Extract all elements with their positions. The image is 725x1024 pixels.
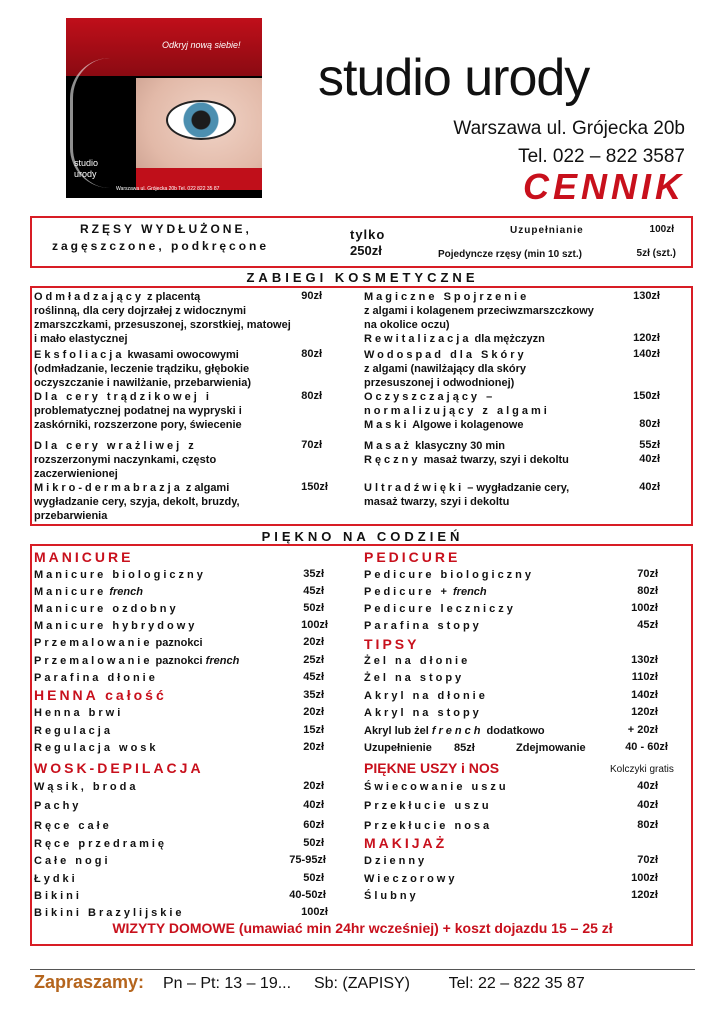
service-item: Pachy [34, 800, 82, 812]
lashes-refill: Uzupełnianie [510, 225, 584, 236]
brand-card-contact: Warszawa ul. Grójecka 20b Tel. 022 822 35 87 [116, 186, 220, 192]
henna-heading: HENNA całość [34, 687, 167, 703]
service-price: 45zł [637, 619, 658, 631]
service-item: Akryl na dłonie [364, 690, 488, 702]
tips-heading: TIPSY [364, 636, 420, 652]
treatment-item: Ultradźwięki – wygładzanie cery, masaż twarzy, szyi i dekoltu [364, 482, 570, 508]
service-item: Ręce przedramię [34, 838, 168, 850]
service-price: 35zł [303, 689, 324, 701]
service-price: 120zł [631, 889, 658, 901]
service-price: 80zł [637, 585, 658, 597]
service-item: Ślubny [364, 890, 419, 902]
service-price: 40-50zł [289, 889, 326, 901]
treatment-price: 150zł [301, 481, 328, 493]
treatment-price: 40zł [639, 481, 660, 493]
lashes-single: Pojedyncze rzęsy (min 10 szt.) [438, 249, 582, 260]
brand-card-name: studio urody [74, 158, 99, 179]
service-item: Świecowanie uszu [364, 781, 509, 793]
service-price: 100zł [631, 872, 658, 884]
service-item: Regulacja wosk [34, 742, 159, 754]
service-price: 40zł [637, 799, 658, 811]
service-item: Pedicure biologiczny [364, 569, 535, 581]
treatment-price: 130zł [633, 290, 660, 302]
service-price: 20zł [303, 780, 324, 792]
earrings-note: Kolczyki gratis [610, 764, 674, 775]
footer [34, 972, 585, 993]
treatment-item: Odmładzający z placentą [34, 291, 201, 303]
service-item: Przekłucie nosa [364, 820, 493, 832]
service-item: Regulacja [34, 725, 113, 737]
treatment-price: 55zł [639, 439, 660, 451]
service-price: 70zł [637, 568, 658, 580]
treatment-price: 150zł [633, 390, 660, 402]
treatment-price: 80zł [301, 390, 322, 402]
manicure-heading: MANICURE [34, 549, 134, 565]
treatment-desc: z algami (nawilżający dla skóry przesuszonej i odwodnionej) [364, 363, 527, 389]
treatment-item: Dla cery wrażliwej z [34, 440, 197, 452]
treatment-desc: z algami i kolagenem przeciwzmarszczkowy na okolice oczu) [364, 305, 594, 331]
treatment-desc: (odmładzanie, leczenie trądziku, głębokie oczyszczanie i nawilżanie, przebarwienia) [34, 363, 252, 389]
service-item: Henna brwi [34, 707, 124, 719]
service-item: Zdejmowanie [516, 742, 586, 754]
treatment-desc: roślinną, dla cery dojrzałej z widocznymi zmarszczkami, przesuszonej, szorstkiej, matowej i mało elastycznej [34, 305, 291, 345]
service-item: Ręce całe [34, 820, 112, 832]
service-item: Łydki [34, 873, 78, 885]
treatment-price: 40zł [639, 453, 660, 465]
service-item: Manicure french [34, 586, 143, 598]
lashes-title: RZĘSY WYDŁUŻONE, [80, 222, 252, 236]
service-price: 45zł [303, 585, 324, 597]
treatment-item: Oczyszczający – [364, 391, 496, 403]
service-item: Uzupełnienie [364, 742, 432, 754]
brand-image [66, 18, 262, 198]
address: Warszawa ul. Grójecka 20b [453, 118, 685, 139]
treatment-desc: rozszerzonymi naczynkami, często zaczerwienionej [34, 454, 217, 480]
service-item: Parafina dłonie [34, 672, 158, 684]
service-item: Żel na stopy [364, 672, 465, 684]
service-price: 120zł [631, 706, 658, 718]
service-price: + 20zł [627, 724, 658, 736]
service-item: Przemalowanie paznokci [34, 637, 203, 649]
treatment-price: 70zł [301, 439, 322, 451]
treatment-item: Wodospad dla Skóry [364, 349, 527, 361]
service-item: Przemalowanie paznokci french [34, 655, 240, 667]
service-price: 70zł [637, 854, 658, 866]
lashes-price: 250zł [350, 243, 382, 258]
lashes-only: tylko [350, 227, 386, 242]
service-item: Akryl na stopy [364, 707, 482, 719]
section-title-beauty: PIĘKNO NA CODZIEŃ [261, 529, 464, 544]
treatment-item: Magiczne Spojrzenie [364, 291, 530, 303]
ears-nose-heading: PIĘKNE USZY i NOS [364, 760, 500, 776]
service-price: 60zł [303, 819, 324, 831]
service-item: Dzienny [364, 855, 428, 867]
service-price: 50zł [303, 872, 324, 884]
treatment-price: 80zł [639, 418, 660, 430]
treatment-item: Eksfoliacja kwasami owocowymi [34, 349, 239, 361]
service-price: 20zł [303, 706, 324, 718]
pedicure-heading: PEDICURE [364, 549, 461, 565]
service-item: Wieczorowy [364, 873, 458, 885]
service-price: 100zł [631, 602, 658, 614]
service-item: Manicure biologiczny [34, 569, 206, 581]
treatment-desc: wygładzanie cery, szyja, dekolt, bruzdy, przebarwienia [34, 496, 240, 522]
service-price: 50zł [303, 602, 324, 614]
lashes-refill-price: 100zł [649, 224, 674, 235]
service-item: Wąsik, broda [34, 781, 139, 793]
service-price: 40 - 60zł [625, 741, 668, 753]
service-item: Pedicure + french [364, 586, 487, 598]
service-item: Całe nogi [34, 855, 111, 867]
service-price: 20zł [303, 636, 324, 648]
treatment-item: Dla cery trądzikowej i [34, 391, 212, 403]
eye-icon [166, 100, 236, 140]
service-item: Bikini Brazylijskie [34, 907, 185, 919]
footer-invite: Zapraszamy: [34, 972, 145, 992]
service-item: Manicure ozdobny [34, 603, 179, 615]
service-price: 100zł [301, 906, 328, 918]
brand-slogan: Odkryj nową siebie! [162, 40, 241, 50]
service-price: 40zł [303, 799, 324, 811]
service-price: 20zł [303, 741, 324, 753]
service-item: Parafina stopy [364, 620, 482, 632]
makeup-heading: MAKIJAŻ [364, 835, 448, 851]
lashes-subtitle: zagęszczone, podkręcone [52, 239, 270, 253]
service-item: Akryl lub żel french dodatkowo [364, 725, 545, 737]
footer-saturday: Sb: (ZAPISY) [313, 975, 410, 992]
service-price: 75-95zł [289, 854, 326, 866]
lashes-single-price: 5zł (szt.) [636, 248, 676, 259]
treatment-desc: normalizujący z algami [364, 405, 550, 417]
service-price: 130zł [631, 654, 658, 666]
treatment-price: 120zł [633, 332, 660, 344]
footer-phone: Tel: 22 – 822 35 87 [448, 975, 585, 992]
waxing-heading: WOSK-DEPILACJA [34, 760, 204, 776]
treatment-item: Rewitalizacja dla mężczyzn [364, 333, 545, 345]
treatment-price: 80zł [301, 348, 322, 360]
phone: Tel. 022 – 822 3587 [518, 146, 685, 167]
service-item: Bikini [34, 890, 82, 902]
price-list-heading: CENNIK [522, 166, 685, 207]
service-item: Pedicure leczniczy [364, 603, 516, 615]
treatment-item: Maski Algowe i kolagenowe [364, 419, 524, 431]
treatment-item: Ręczny masaż twarzy, szyi i dekoltu [364, 454, 569, 466]
service-price: 45zł [303, 671, 324, 683]
service-price: 110zł [631, 671, 658, 683]
treatment-price: 90zł [301, 290, 322, 302]
page-title: studio urody [318, 49, 590, 107]
home-visits-note: WIZYTY DOMOWE (umawiać min 24hr wcześniej) + koszt dojazdu 15 – 25 zł [112, 920, 613, 936]
treatment-price: 140zł [633, 348, 660, 360]
treatment-desc: problematycznej podatnej na wypryski i zaskórniki, rozszerzone pory, świecenie [34, 405, 242, 431]
service-price: 85zł [454, 742, 475, 754]
service-price: 80zł [637, 819, 658, 831]
service-item: Przekłucie uszu [364, 800, 492, 812]
service-price: 100zł [301, 619, 328, 631]
treatment-item: Mikro-dermabrazja z algami [34, 482, 230, 494]
service-item: Manicure hybrydowy [34, 620, 198, 632]
footer-hours: Pn – Pt: 13 – 19... [162, 975, 292, 992]
treatment-item: Masaż klasyczny 30 min [364, 440, 505, 452]
service-price: 15zł [303, 724, 324, 736]
service-item: Żel na dłonie [364, 655, 471, 667]
section-title-treatments: ZABIEGI KOSMETYCZNE [246, 270, 479, 285]
service-price: 40zł [637, 780, 658, 792]
service-price: 50zł [303, 837, 324, 849]
service-price: 35zł [303, 568, 324, 580]
service-price: 25zł [303, 654, 324, 666]
footer-divider [30, 969, 695, 970]
service-price: 140zł [631, 689, 658, 701]
